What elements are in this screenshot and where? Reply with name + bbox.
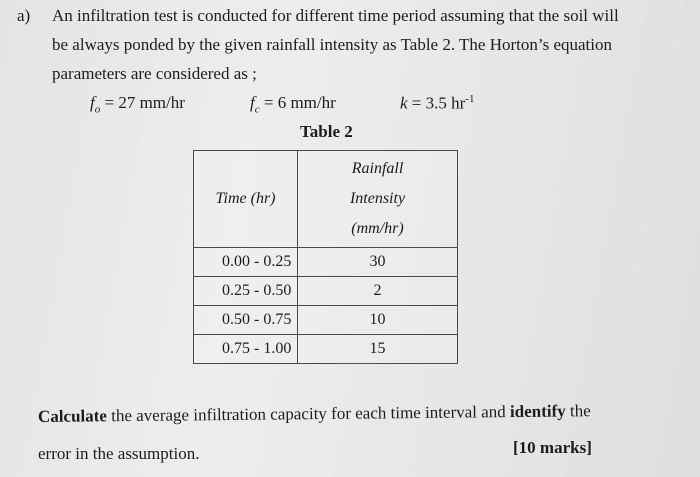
table-row (194, 335, 458, 364)
param-f0-value: = 27 mm/hr (104, 93, 185, 112)
header-intensity-line-3: (mm/hr) (351, 220, 404, 237)
question-label: a) (17, 6, 31, 25)
param-fc-value: = 6 mm/hr (263, 93, 336, 112)
param-f0 (90, 93, 185, 115)
table-row (194, 306, 458, 335)
task-line-1 (38, 401, 591, 427)
rainfall-table (193, 150, 458, 364)
param-fc (250, 93, 336, 115)
param-k-symbol: k (400, 93, 408, 113)
row-intensity: 30 (298, 248, 458, 277)
header-time: Time (hr) (194, 151, 298, 248)
param-fc-subscript: c (254, 103, 260, 116)
task-identify-rest: the (565, 401, 591, 421)
row-time: 0.00 - 0.25 (194, 248, 298, 277)
row-intensity: 2 (298, 277, 458, 306)
param-f0-symbol: f (90, 93, 95, 112)
table-row (194, 248, 458, 277)
question-line-1: An infiltration test is conducted for different time period assuming that the soil will (52, 6, 619, 25)
header-intensity-line-1: Rainfall (351, 160, 404, 177)
table-title: Table 2 (300, 122, 353, 141)
param-f0-subscript: o (94, 103, 101, 116)
row-time: 0.25 - 0.50 (194, 277, 298, 306)
task-line-2: error in the assumption. (38, 444, 200, 463)
row-time: 0.75 - 1.00 (194, 335, 298, 364)
question-line-3: parameters are considered as ; (52, 64, 257, 83)
task-identify: identify (509, 401, 566, 422)
marks-label: [10 marks] (513, 438, 592, 457)
table-header-row (194, 151, 458, 248)
param-k-superscript: -1 (465, 93, 475, 105)
param-k-value: = 3.5 hr (411, 93, 466, 113)
header-intensity-line-2: Intensity (349, 190, 406, 207)
header-intensity (298, 151, 458, 248)
row-intensity: 10 (298, 306, 458, 335)
task-calculate: Calculate (37, 406, 108, 426)
question-line-2: be always ponded by the given rainfall intensity as Table 2. The Horton’s equation (52, 35, 612, 54)
param-fc-symbol: f (250, 93, 255, 112)
table-row (194, 277, 458, 306)
param-k (400, 93, 474, 114)
row-time: 0.50 - 0.75 (194, 306, 298, 335)
row-intensity: 15 (298, 335, 458, 364)
task-calculate-rest: the average infiltration capacity for each time interval and (106, 402, 511, 426)
